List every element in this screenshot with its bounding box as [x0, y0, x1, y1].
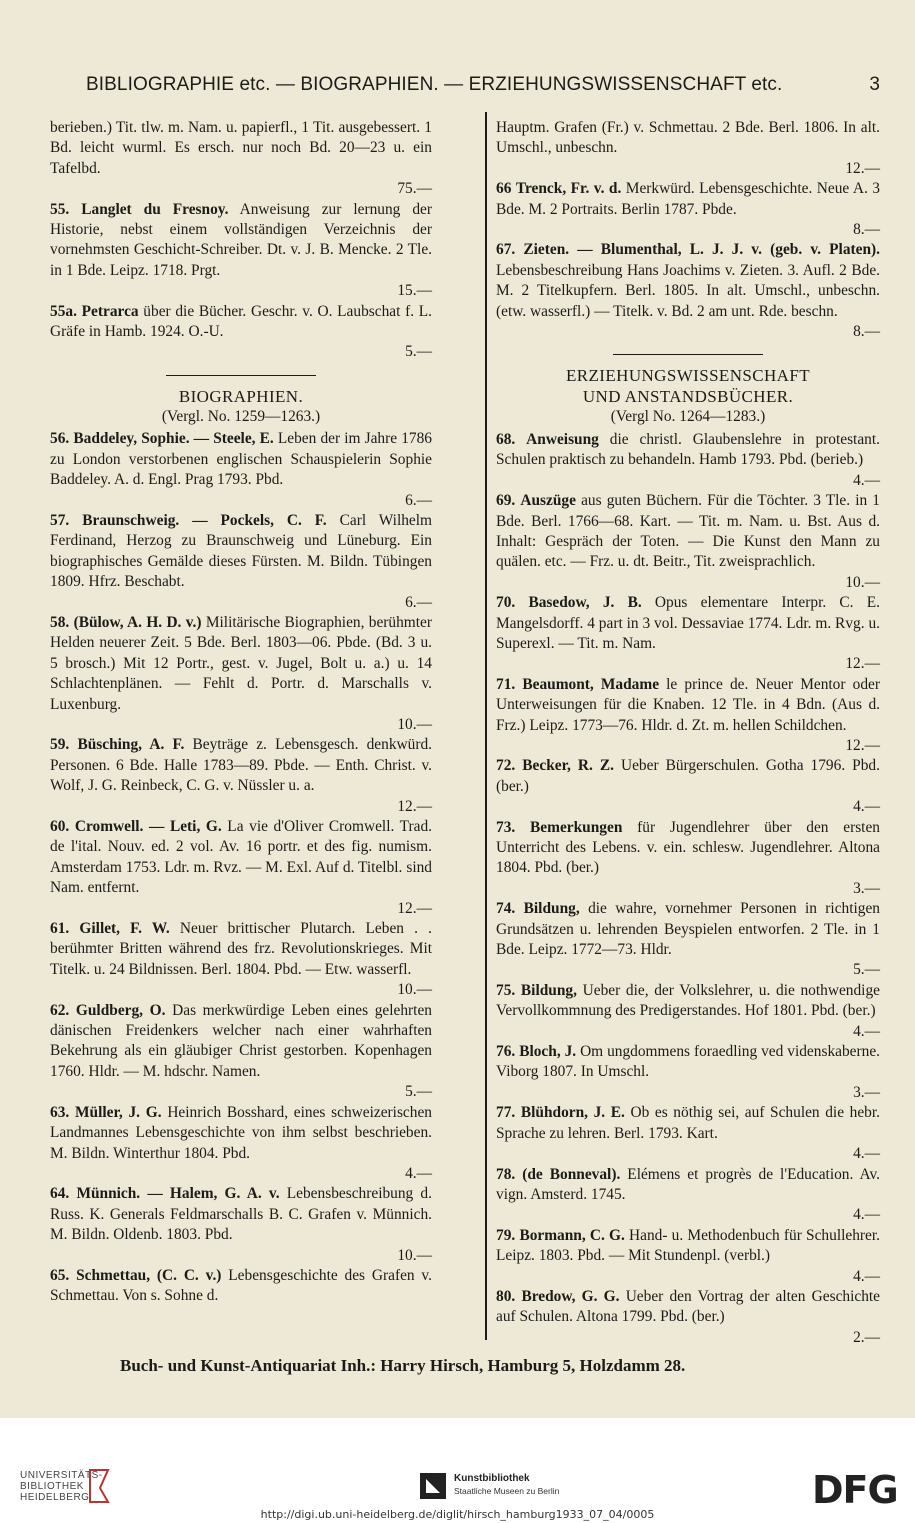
kunstbibliothek-subtitle: Staatliche Museen zu Berlin	[454, 1486, 560, 1496]
entry-text: Opus elementare Interpr. C. E. Mangelsdorff. 4 part in 3 vol. Dessaviae 1774. Ldr. m. Rvg. u. Superexl. — Tit. m. Nam.	[496, 594, 880, 652]
entry-number: 64.	[50, 1185, 70, 1203]
entry-price: 10.—	[845, 573, 880, 591]
entry-text: Om ungdommens foraedling ved videnskaberne. Viborg 1807. In Umschl.	[496, 1043, 880, 1081]
entry-author: Beaumont, Madame	[522, 675, 660, 693]
entry-text: Elémens et progrès de l'Education. Av. vign. Amsterd. 1745.	[496, 1165, 880, 1203]
publisher-footer: Buch- und Kunst-Antiquariat Inh.: Harry Hirsch, Hamburg 5, Holzdamm 28.	[120, 1356, 686, 1375]
catalog-entry	[50, 919, 432, 1001]
entry-author: Bredow, G. G.	[521, 1287, 620, 1305]
catalog-entry	[50, 817, 432, 919]
entry-author: Bildung,	[520, 981, 577, 999]
entry-author: Guldberg, O.	[75, 1001, 166, 1019]
entry-number: 73.	[496, 818, 516, 836]
entry-author: Zieten. — Blumenthal, L. J. J. v. (geb. v. Platen).	[523, 241, 880, 259]
section-heading: UND ANSTANDSBÜCHER.	[582, 387, 794, 407]
entry-text: Lebensbeschreibung Hans Joachims v. Zieten. 3. Aufl. 2 Bde. M. 2 Titelkupfern. Berl. 1805. In alt. Umschl., unbeschn. (etw. wasserfl.) — Titelk. v. Bd. 2 am unt. Rde. beschn.	[496, 261, 880, 320]
entry-number: 69.	[496, 492, 516, 510]
catalog-entry	[496, 240, 880, 342]
entry-text: Lebensbeschreibung d. Russ. K. Generals Feldmarschalls B. C. Grafen v. Münnich. M. Bildn. Oldenb. 1803. Pbd.	[50, 1185, 432, 1244]
entry-text: La vie d'Oliver Cromwell. Trad. de l'ital. Nouv. ed. 2 vol. Av. 16 portr. et des fig. numism. Amsterdam 1753. Ldr. m. Rvz. — M. Exl. Auf d. Titelbl. sind Nam. entfernt.	[50, 818, 432, 897]
entry-text: Ob es nöthig sei, auf Schulen die hebr. Sprache zu lehren. Berl. 1793. Kart.	[496, 1104, 880, 1142]
entry-price: 12.—	[845, 159, 880, 177]
entry-text: Lebensgeschichte des Grafen v. Schmettau. Von s. Sohne d.	[50, 1266, 432, 1305]
page-number: 3	[869, 74, 880, 95]
entry-price: 10.—	[397, 981, 432, 999]
entry-price: 8.—	[853, 323, 880, 341]
entry-price: 5.—	[853, 961, 880, 979]
entry-number: 63.	[50, 1103, 70, 1121]
kunstbibliothek-icon	[420, 1473, 446, 1499]
entry-number: 68.	[496, 430, 516, 448]
section-heading: BIOGRAPHIEN.	[178, 386, 304, 406]
catalog-entry	[50, 302, 432, 363]
catalog-entry	[496, 1042, 880, 1103]
university-library-logo-icon	[86, 1466, 112, 1506]
entry-text: die christl. Glaubenslehre in protestant. Schulen praktisch zu behandeln. Hamb 1793. Pbd. (berieb.)	[496, 430, 880, 469]
catalog-entry	[496, 1226, 880, 1287]
entry-author: Cromwell. — Leti, G.	[74, 818, 222, 835]
entry-author: Bildung,	[523, 900, 580, 918]
entry-author: Basedow, J. B.	[528, 594, 642, 612]
entry-author: Blühdorn, J. E.	[520, 1104, 625, 1122]
entry-number: 61.	[50, 920, 70, 938]
entry-author: Gillet, F. W.	[79, 920, 170, 938]
entry-price: 12.—	[845, 736, 880, 754]
section-subheading: (Vergl. No. 1259—1263.)	[161, 407, 321, 425]
entry-author: Anweisung	[526, 430, 599, 448]
entry-author: Bemerkungen	[530, 818, 623, 836]
entry-text: Merkwürd. Lebensgeschichte. Neue A. 3 Bde. M. 2 Portraits. Berlin 1787. Pbde.	[496, 180, 880, 218]
entry-text: Ueber die, der Volkslehrer, u. die nothwendige Vervollkommnung des Predigerstandes. Hof 1801. Pbd. (ber.)	[496, 981, 880, 1020]
left-column	[50, 118, 432, 1307]
entry-text: Hauptm. Grafen (Fr.) v. Schmettau. 2 Bde. Berl. 1806. In alt. Umschl., unbeschn.	[496, 119, 880, 157]
catalog-entry	[496, 430, 880, 491]
entry-author: Schmettau, (C. C. v.)	[76, 1266, 222, 1284]
source-url: http://digi.ub.uni-heidelberg.de/diglit/hirsch_hamburg1933_07_04/0005	[260, 1508, 655, 1521]
entry-number: 70.	[496, 594, 516, 612]
entry-author: Bormann, C. G.	[519, 1226, 625, 1244]
entry-text: le prince de. Neuer Mentor oder Unterweisungen für die Knaben. 12 Tle. in 4 Bdn. (Aus d. Frz.) Leipz. 1773—76. Hldr. d. Zt. m. hellen Schildchen.	[496, 675, 880, 734]
catalog-entry	[496, 179, 880, 240]
entry-number: 76.	[496, 1043, 516, 1061]
entry-number: 60.	[50, 818, 70, 835]
entry-text: Anweisung zur lernung der Historie, nebst einem vollständigen Verzeichnis der vornehmsten Geschicht-Schreiber. Dt. v. J. B. Mencke. 2 Tle. in 1 Bde. Leipz. 1718. Prgt.	[50, 200, 432, 279]
entry-number: 62.	[50, 1001, 70, 1019]
entry-price: 6.—	[405, 491, 432, 509]
entry-text: Ueber den Vortrag der alten Geschichte auf Schulen. Altona 1799. Pbd. (ber.)	[496, 1287, 880, 1326]
entry-number: 80.	[496, 1287, 516, 1305]
entry-text: berieben.) Tit. tlw. m. Nam. u. papierfl., 1 Tit. ausgebessert. 1 Bd. leicht wurml. Es ersch. nur noch Bd. 20—23 u. ein Tafelbd.	[50, 119, 432, 177]
entry-text: Neuer brittischer Plutarch. Leben . . berühmter Britten während des frz. Revolutionskrieges. Mit Titelk. u. 24 Bildnissen. Berl. 1804. Pbd. — Etw. wasserfl.	[50, 920, 432, 978]
entry-text: für Jugendlehrer über den ersten Unterricht des Lebens. v. ein. schlesw. Jugendlehrer. Altona 1804. Pbd. (ber.)	[496, 818, 880, 877]
entry-price: 3.—	[853, 879, 880, 897]
entry-number: 56.	[50, 430, 70, 448]
catalog-entry	[496, 1287, 880, 1348]
entry-price: 12.—	[397, 899, 432, 917]
entry-price: 15.—	[397, 282, 432, 300]
catalog-entry	[50, 1001, 432, 1103]
entry-price: 10.—	[397, 1246, 432, 1264]
running-title: BIBLIOGRAPHIE etc. — BIOGRAPHIEN. — ERZIEHUNGSWISSENSCHAFT etc.	[86, 74, 783, 95]
entry-text: Heinrich Bosshard, eines schweizerischen Landmannes Lebensgeschichte von ihm selbst beschrieben. M. Bildn. Winterthur 1804. Pbd.	[50, 1103, 432, 1162]
entry-author: Baddeley, Sophie. — Steele, E.	[73, 430, 274, 448]
entry-author: Braunschweig. — Pockels, C. F.	[82, 511, 327, 529]
entry-number: 66	[496, 180, 512, 198]
entry-number: 78.	[496, 1165, 516, 1183]
catalog-entry	[50, 1184, 432, 1266]
catalog-entry	[50, 613, 432, 735]
entry-number: 72.	[496, 757, 516, 775]
entry-number: 79.	[496, 1226, 516, 1244]
column-divider	[485, 640, 487, 1340]
catalog-entry	[496, 899, 880, 981]
entry-number: 71.	[496, 675, 516, 693]
entry-author: Auszüge	[520, 492, 576, 510]
entry-number: 57.	[50, 511, 70, 529]
section-subheading: (Vergl No. 1264—1283.)	[610, 408, 766, 426]
entry-author: Petrarca	[81, 302, 139, 320]
catalog-entry	[50, 200, 432, 302]
entry-price: 75.—	[397, 180, 432, 198]
entry-author: (de Bonneval).	[522, 1165, 621, 1183]
entry-price: 4.—	[853, 1206, 880, 1224]
catalog-entry	[50, 1266, 432, 1307]
entry-text: Militärische Biographien, berühmter Helden neuerer Zeit. 5 Bde. Berl. 1803—06. Pbde. (Bd. 3 u. 5 brosch.) Mit 12 Portr., gest. v. Jugel, Bolt u. a.) u. 14 Schlachtenplänen. — Fehlt d. Portr. d. Marschalls v. Luxenburg.	[50, 613, 432, 713]
section-heading: ERZIEHUNGSWISSENSCHAFT	[566, 366, 810, 386]
entry-price: 4.—	[853, 1267, 880, 1285]
entry-price: 12.—	[397, 797, 432, 815]
intro-entry	[50, 118, 432, 200]
catalog-entry	[496, 675, 880, 757]
section-rule	[166, 375, 316, 376]
entry-text: aus guten Büchern. Für die Töchter. 3 Tle. in 1 Bde. Berl. 1766—68. Kart. — Tit. m. Nam. u. Bst. Aus d. Inhalt: Gespräch der Toten. — Die Kunst den Mann zu quälen. etc. — Frz. u. dt. Beitr., Tit. zweisprachlich.	[496, 492, 880, 571]
entry-price: 4.—	[405, 1164, 432, 1182]
catalog-entry	[50, 429, 432, 511]
catalog-entry	[496, 1103, 880, 1164]
entry-price: 4.—	[853, 798, 880, 816]
entry-text: Beyträge z. Lebensgesch. denkwürd. Personen. 6 Bde. Halle 1783—89. Pbde. — Enth. Christ. v. Wolf, J. G. Reinbeck, C. G. v. Nüssler u. a.	[50, 736, 432, 795]
right-column	[496, 118, 880, 1348]
entry-text: Carl Wilhelm Ferdinand, Herzog zu Braunschweig und Lüneburg. Ein biographisches Gemälde dieses Fürsten. M. Bildn. Tübingen 1809. Hfrz. Beschabt.	[50, 511, 432, 591]
entry-price: 12.—	[845, 655, 880, 673]
catalog-entry	[496, 756, 880, 817]
dfg-logo: DFG	[812, 1468, 898, 1512]
catalog-entry	[50, 1103, 432, 1185]
entry-number: 77.	[496, 1104, 516, 1122]
entry-text: Das merkwürdige Leben eines gelehrten dänischen Freidenkers welcher nach einer wahrhaften Bekehrung als ein gläubiger Christ gestorben. Kopenhagen 1760. Hldr. — M. hdschr. Namen.	[50, 1001, 432, 1080]
entry-price: 8.—	[853, 221, 880, 239]
catalog-entry	[496, 1165, 880, 1226]
entry-price: 10.—	[397, 715, 432, 733]
catalog-entry	[496, 118, 880, 179]
entry-number: 55.	[50, 200, 70, 218]
entry-author: Müller, J. G.	[75, 1103, 162, 1121]
column-divider	[485, 112, 487, 642]
entry-text: über die Bücher. Geschr. v. O. Laubschat f. L. Gräfe in Hamb. 1924. O.-U.	[50, 302, 432, 341]
entry-author: Langlet du Fresnoy.	[81, 200, 229, 218]
entry-price: 4.—	[853, 1145, 880, 1163]
entry-author: Trenck, Fr. v. d.	[515, 180, 622, 198]
entry-number: 67.	[496, 241, 516, 259]
entry-text: die wahre, vornehmer Personen in richtigen Grundsätzen u. lehrenden Beyspielen entworfen. 2 Tle. in 1 Bde. Leipz. 1772—73. Hldr.	[496, 900, 880, 959]
entry-price: 4.—	[853, 1022, 880, 1040]
catalog-entry	[496, 491, 880, 593]
entry-text: Ueber Bürgerschulen. Gotha 1796. Pbd. (ber.)	[496, 757, 880, 795]
entry-price: 6.—	[405, 593, 432, 611]
entry-price: 4.—	[853, 471, 880, 489]
section-rule	[613, 354, 763, 355]
entry-number: 55a.	[50, 302, 77, 320]
catalog-entry	[496, 593, 880, 675]
entry-number: 58.	[50, 613, 70, 631]
entry-author: Münnich. — Halem, G. A. v.	[76, 1185, 280, 1203]
entry-number: 74.	[496, 900, 516, 918]
entry-author: (Bülow, A. H. D. v.)	[73, 613, 202, 631]
entry-text: Hand- u. Methodenbuch für Schullehrer. Leipz. 1803. Pbd. — Mit Stundenpl. (verbl.)	[496, 1226, 880, 1265]
entry-price: 2.—	[853, 1328, 880, 1346]
uni-logo-text: UNIVERSITÄTS- BIBLIOTHEK HEIDELBERG	[20, 1470, 103, 1503]
catalog-entry	[496, 818, 880, 900]
entry-number: 65.	[50, 1266, 70, 1284]
entry-text: Leben der im Jahre 1786 zu London verstorbenen englischen Schauspielerin Sophie Baddeley. A. d. Engl. Prag 1793. Pbd.	[50, 430, 432, 489]
entry-number: 59.	[50, 736, 70, 754]
catalog-entry	[50, 735, 432, 817]
entry-price: 3.—	[853, 1083, 880, 1101]
catalog-entry	[496, 981, 880, 1042]
entry-author: Bloch, J.	[519, 1043, 577, 1061]
catalog-entry	[50, 511, 432, 613]
entry-price: 5.—	[405, 1083, 432, 1101]
entry-author: Büsching, A. F.	[77, 736, 185, 754]
entry-price: 5.—	[405, 343, 432, 361]
entry-number: 75.	[496, 981, 516, 999]
kunstbibliothek-title: Kunstbibliothek	[454, 1473, 530, 1484]
entry-author: Becker, R. Z.	[522, 757, 614, 775]
